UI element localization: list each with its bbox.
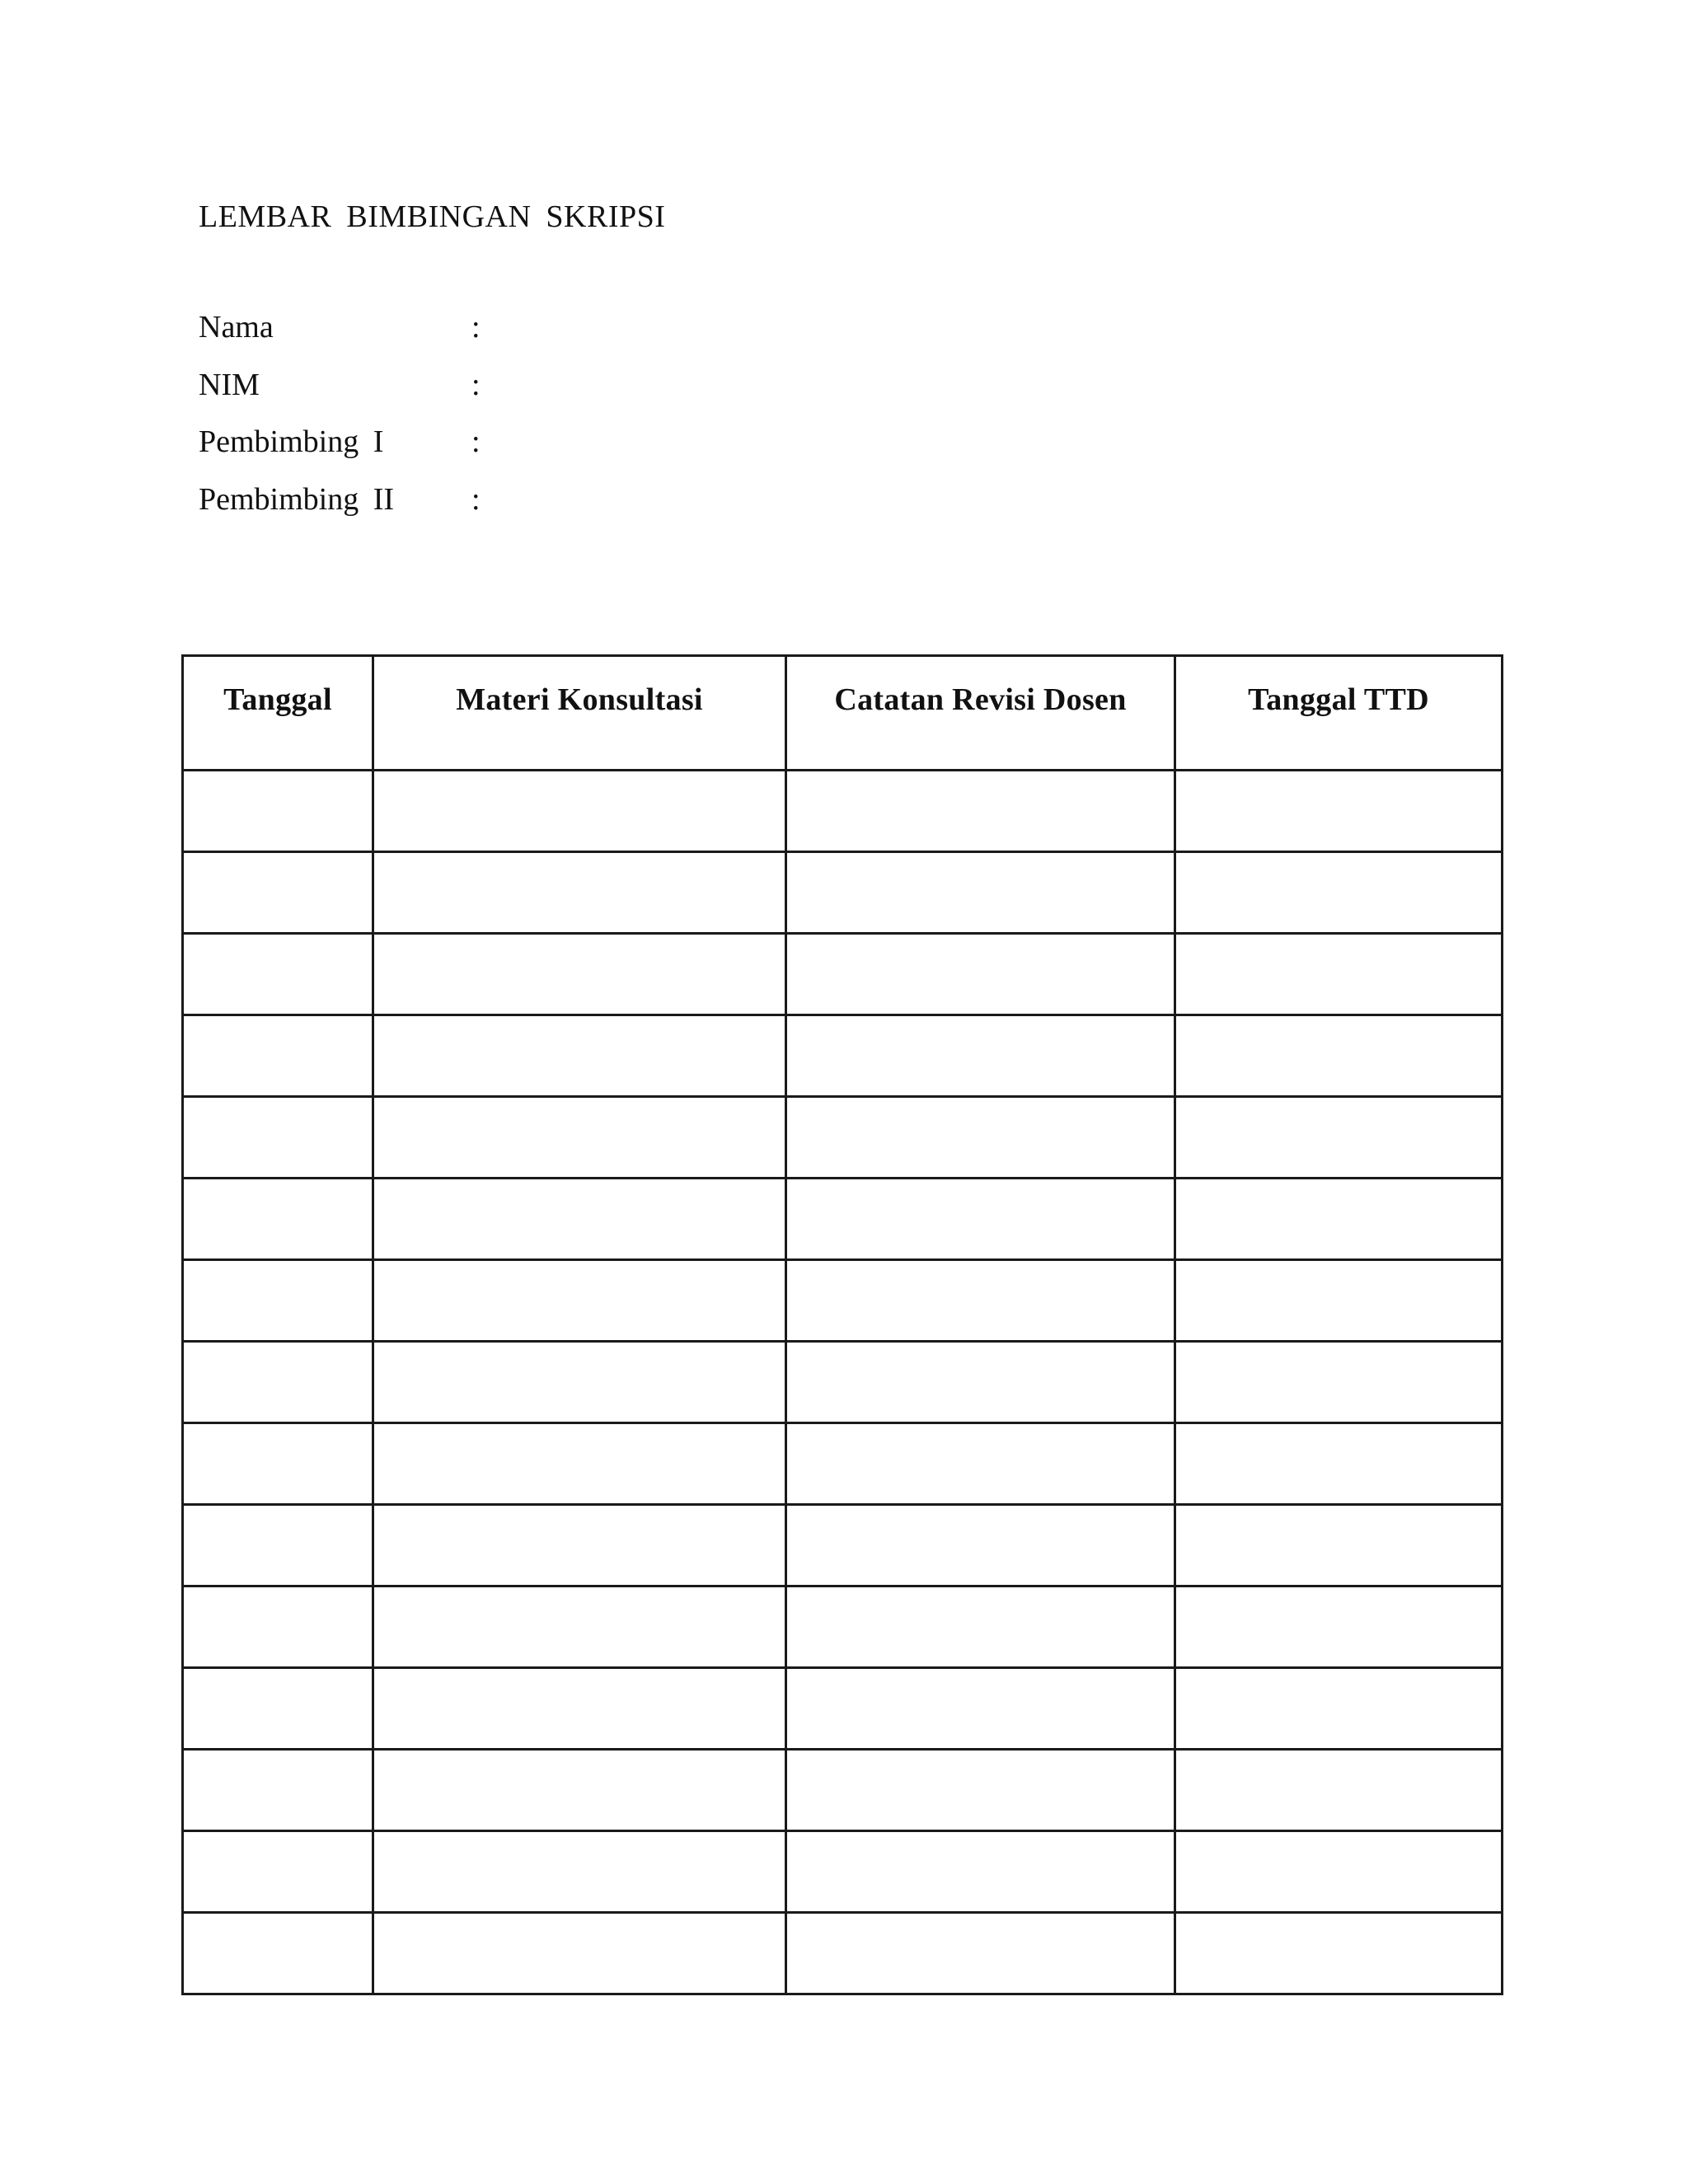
table-cell-tanggal-ttd bbox=[1175, 771, 1503, 852]
table-row bbox=[183, 1505, 1503, 1586]
table-cell-catatan-revisi-dosen bbox=[786, 1668, 1175, 1750]
table-row bbox=[183, 1179, 1503, 1260]
info-separator: : bbox=[471, 424, 481, 459]
column-header-tanggal-ttd: Tanggal TTD bbox=[1175, 656, 1503, 771]
table-cell-tanggal bbox=[183, 934, 373, 1015]
info-separator: : bbox=[471, 481, 481, 517]
info-label-pembimbing-1: Pembimbing I bbox=[199, 424, 384, 459]
table-row bbox=[183, 771, 1503, 852]
table-header-row bbox=[183, 656, 1503, 771]
table-row bbox=[183, 1342, 1503, 1423]
info-label-pembimbing-2: Pembimbing II bbox=[199, 481, 395, 517]
table-cell-materi-konsultasi bbox=[373, 1505, 786, 1586]
table-cell-tanggal-ttd bbox=[1175, 1586, 1503, 1668]
table-cell-materi-konsultasi bbox=[373, 1586, 786, 1668]
table-cell-tanggal-ttd bbox=[1175, 1750, 1503, 1831]
table-cell-materi-konsultasi bbox=[373, 1179, 786, 1260]
table-row bbox=[183, 1423, 1503, 1505]
table-cell-catatan-revisi-dosen bbox=[786, 771, 1175, 852]
table-cell-materi-konsultasi bbox=[373, 1423, 786, 1505]
table-cell-tanggal-ttd bbox=[1175, 1342, 1503, 1423]
table-cell-catatan-revisi-dosen bbox=[786, 1586, 1175, 1668]
table-cell-materi-konsultasi bbox=[373, 771, 786, 852]
table-row bbox=[183, 1015, 1503, 1097]
column-header-tanggal: Tanggal bbox=[183, 656, 373, 771]
table-cell-catatan-revisi-dosen bbox=[786, 1750, 1175, 1831]
table-cell-tanggal-ttd bbox=[1175, 1260, 1503, 1342]
table-row bbox=[183, 1097, 1503, 1179]
table-cell-tanggal-ttd bbox=[1175, 1179, 1503, 1260]
table-cell-materi-konsultasi bbox=[373, 1342, 786, 1423]
table-row bbox=[183, 1668, 1503, 1750]
table-cell-tanggal-ttd bbox=[1175, 1015, 1503, 1097]
table-cell-tanggal bbox=[183, 1179, 373, 1260]
table-cell-tanggal-ttd bbox=[1175, 1097, 1503, 1179]
table-cell-catatan-revisi-dosen bbox=[786, 934, 1175, 1015]
table-cell-tanggal bbox=[183, 1831, 373, 1913]
table-cell-tanggal bbox=[183, 1668, 373, 1750]
table-cell-catatan-revisi-dosen bbox=[786, 1342, 1175, 1423]
table-cell-materi-konsultasi bbox=[373, 934, 786, 1015]
table-cell-tanggal-ttd bbox=[1175, 1913, 1503, 1994]
table-cell-tanggal-ttd bbox=[1175, 934, 1503, 1015]
info-separator: : bbox=[471, 367, 481, 402]
table-cell-catatan-revisi-dosen bbox=[786, 1505, 1175, 1586]
guidance-log-table bbox=[181, 654, 1503, 1995]
table-row bbox=[183, 1913, 1503, 1994]
table-row bbox=[183, 1750, 1503, 1831]
table-row bbox=[183, 1260, 1503, 1342]
table-cell-materi-konsultasi bbox=[373, 852, 786, 934]
document-title: LEMBAR BIMBINGAN SKRIPSI bbox=[199, 199, 666, 234]
table-cell-tanggal bbox=[183, 1342, 373, 1423]
table-cell-tanggal bbox=[183, 1097, 373, 1179]
table-cell-catatan-revisi-dosen bbox=[786, 1260, 1175, 1342]
table-row bbox=[183, 1831, 1503, 1913]
table-cell-materi-konsultasi bbox=[373, 1015, 786, 1097]
table-cell-tanggal bbox=[183, 771, 373, 852]
table-cell-catatan-revisi-dosen bbox=[786, 1097, 1175, 1179]
table-cell-tanggal bbox=[183, 1586, 373, 1668]
info-label-nama: Nama bbox=[199, 310, 274, 344]
table-cell-tanggal bbox=[183, 1913, 373, 1994]
table-cell-tanggal-ttd bbox=[1175, 852, 1503, 934]
table-cell-tanggal bbox=[183, 1015, 373, 1097]
table-cell-materi-konsultasi bbox=[373, 1260, 786, 1342]
table-cell-materi-konsultasi bbox=[373, 1750, 786, 1831]
table-cell-materi-konsultasi bbox=[373, 1668, 786, 1750]
table-row bbox=[183, 852, 1503, 934]
table-cell-tanggal bbox=[183, 1260, 373, 1342]
info-separator: : bbox=[471, 310, 481, 344]
table-cell-catatan-revisi-dosen bbox=[786, 1179, 1175, 1260]
column-header-materi-konsultasi: Materi Konsultasi bbox=[373, 656, 786, 771]
table-cell-catatan-revisi-dosen bbox=[786, 1831, 1175, 1913]
column-header-catatan-revisi-dosen: Catatan Revisi Dosen bbox=[786, 656, 1175, 771]
table-cell-catatan-revisi-dosen bbox=[786, 1423, 1175, 1505]
info-label-nim: NIM bbox=[199, 367, 260, 402]
table-cell-tanggal bbox=[183, 1505, 373, 1586]
table-row bbox=[183, 1586, 1503, 1668]
table-row bbox=[183, 934, 1503, 1015]
table-cell-tanggal bbox=[183, 1750, 373, 1831]
table-body bbox=[183, 771, 1503, 1994]
table-cell-tanggal-ttd bbox=[1175, 1831, 1503, 1913]
table-cell-catatan-revisi-dosen bbox=[786, 1015, 1175, 1097]
table-cell-materi-konsultasi bbox=[373, 1097, 786, 1179]
table-cell-tanggal-ttd bbox=[1175, 1423, 1503, 1505]
table-cell-materi-konsultasi bbox=[373, 1913, 786, 1994]
table-cell-tanggal-ttd bbox=[1175, 1668, 1503, 1750]
table-cell-tanggal-ttd bbox=[1175, 1505, 1503, 1586]
table-cell-materi-konsultasi bbox=[373, 1831, 786, 1913]
table-cell-tanggal bbox=[183, 852, 373, 934]
table-cell-tanggal bbox=[183, 1423, 373, 1505]
table-cell-catatan-revisi-dosen bbox=[786, 1913, 1175, 1994]
table-cell-catatan-revisi-dosen bbox=[786, 852, 1175, 934]
